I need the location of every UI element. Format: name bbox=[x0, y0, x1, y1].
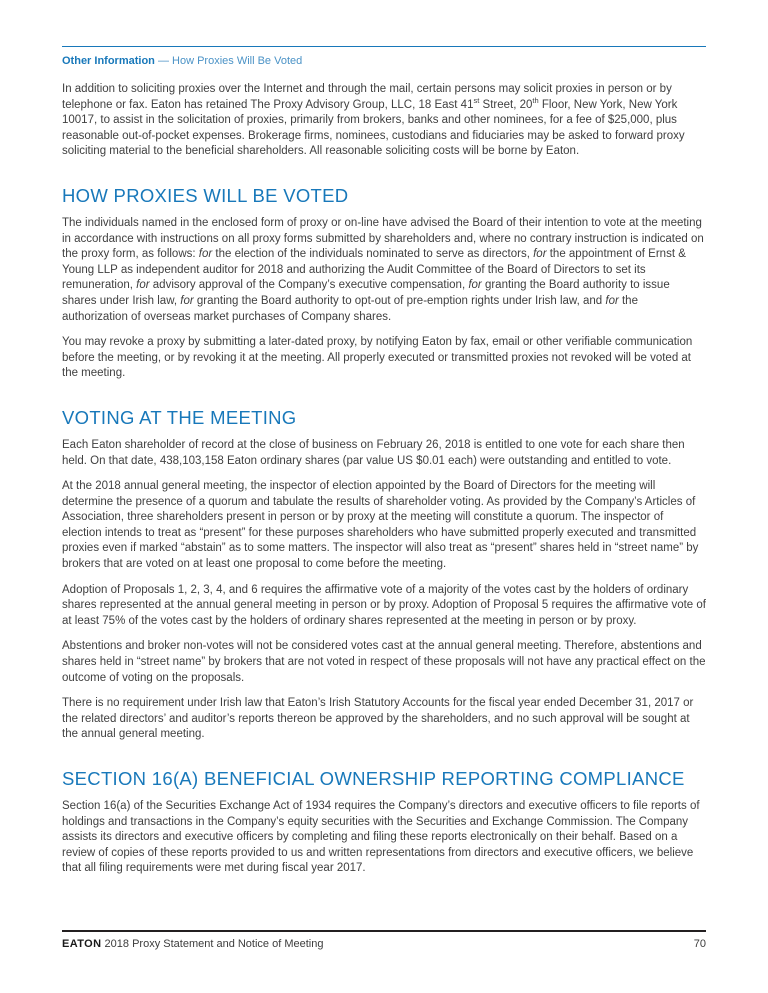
header-section-title: Other Information bbox=[62, 55, 155, 67]
paragraph: The individuals named in the enclosed form of proxy or on-line have advised the Board of their intention to vote at the meeting in accordance with instructions on all proxy forms submitted by shareholders and, where no contrary instruction is indicated on the proxy form, as follows: for the election of the individuals nominated to serve as directors, for the appointment of Ernst & Young LLP as independent auditor for 2018 and authorizing the Audit Committee of the Board of Directors to set its remuneration, for advisory approval of the Company’s executive compensation, for granting the Board authority to issue shares under Irish law, for granting the Board authority to opt-out of pre-emption rights under Irish law, and for the authorization of overseas market purchases of Company shares. bbox=[62, 216, 704, 323]
header-rule bbox=[62, 46, 706, 47]
paragraph: In addition to soliciting proxies over the Internet and through the mail, certain persons may solicit proxies in person or by telephone or fax. Eaton has retained The Proxy Advisory Group, LLC, 18 East 41st Street, 20th Floor, New York, New York 10017, to assist in the solicitation of proxies, primarily from brokers, banks and other nominees, for a fee of $25,000, plus reasonable out-of-pocket expenses. Brokerage firms, nominees, custodians and fiduciaries may be asked to forward proxy soliciting material to the beneficial shareholders. All reasonable soliciting costs will be borne by Eaton. bbox=[62, 83, 685, 158]
paragraph: There is no requirement under Irish law that Eaton’s Irish Statutory Accounts for the fiscal year ended December 31, 2017 or the related directors’ and auditor’s reports thereon be approved by the shareholders, and no such approval will be sought at the annual general meeting. bbox=[62, 697, 694, 741]
document-content bbox=[62, 82, 706, 877]
paragraph: Section 16(a) of the Securities Exchange Act of 1934 requires the Company’s directors and executive officers to file reports of holdings and transactions in the Company’s equity securities with the Securities and Exchange Commission. The Company assists its directors and executive officers by completing and filing these reports electronically on their behalf. Based on a review of copies of these reports provided to us and written representations from directors and executive officers, we believe that all filing requirements were met during fiscal year 2017. bbox=[62, 800, 700, 875]
paragraph: Abstentions and broker non-votes will not be considered votes cast at the annual general meeting. Therefore, abstentions and shares held in “street name” by brokers that are not voted in respect of these proposals will not have any practical effect on the outcome of voting on the proposals. bbox=[62, 640, 706, 684]
section-heading: HOW PROXIES WILL BE VOTED bbox=[62, 184, 349, 206]
section-heading: SECTION 16(A) BENEFICIAL OWNERSHIP REPORTING COMPLIANCE bbox=[62, 768, 685, 789]
header-subsection-title: How Proxies Will Be Voted bbox=[172, 55, 303, 67]
footer-text bbox=[62, 938, 323, 951]
running-header bbox=[62, 54, 706, 68]
page-number: 70 bbox=[693, 938, 706, 950]
section-heading: VOTING AT THE MEETING bbox=[62, 406, 297, 428]
page-footer bbox=[62, 930, 706, 951]
footer-document-title: 2018 Proxy Statement and Notice of Meeting bbox=[101, 938, 324, 950]
header-separator: — bbox=[154, 55, 173, 67]
footer-brand: EATON bbox=[62, 938, 102, 950]
paragraph: Each Eaton shareholder of record at the close of business on February 26, 2018 is entitled to one vote for each share then held. On that date, 438,103,158 Eaton ordinary shares (par value US $0.01 each) were outstanding and entitled to vote. bbox=[62, 438, 685, 467]
paragraph: Adoption of Proposals 1, 2, 3, 4, and 6 requires the affirmative vote of a majority of the votes cast by the holders of ordinary shares represented at the annual general meeting in person or by proxy. Adoption of Proposal 5 requires the affirmative vote of at least 75% of the votes cast by the holders of ordinary shares represented at the meeting in person or by proxy. bbox=[62, 583, 706, 627]
paragraph: At the 2018 annual general meeting, the inspector of election appointed by the Board of Directors for the meeting will determine the presence of a quorum and tabulate the results of shareholder voting. As provided by the Company’s Articles of Association, three shareholders present in person or by proxy at the meeting will constitute a quorum. The inspector of election intends to treat as “present” for these purposes shareholders who have submitted properly executed and transmitted proxies even if marked “abstain” as to some matters. The inspector will also treat as “present” shares held in “street name” by brokers that are voted on at least one proposal to come before the meeting. bbox=[62, 480, 699, 571]
paragraph: You may revoke a proxy by submitting a later-dated proxy, by notifying Eaton by fax, email or other verifiable communication before the meeting, or by revoking it at the meeting. All properly executed or transmitted proxies not revoked will be voted at the meeting. bbox=[62, 336, 693, 380]
